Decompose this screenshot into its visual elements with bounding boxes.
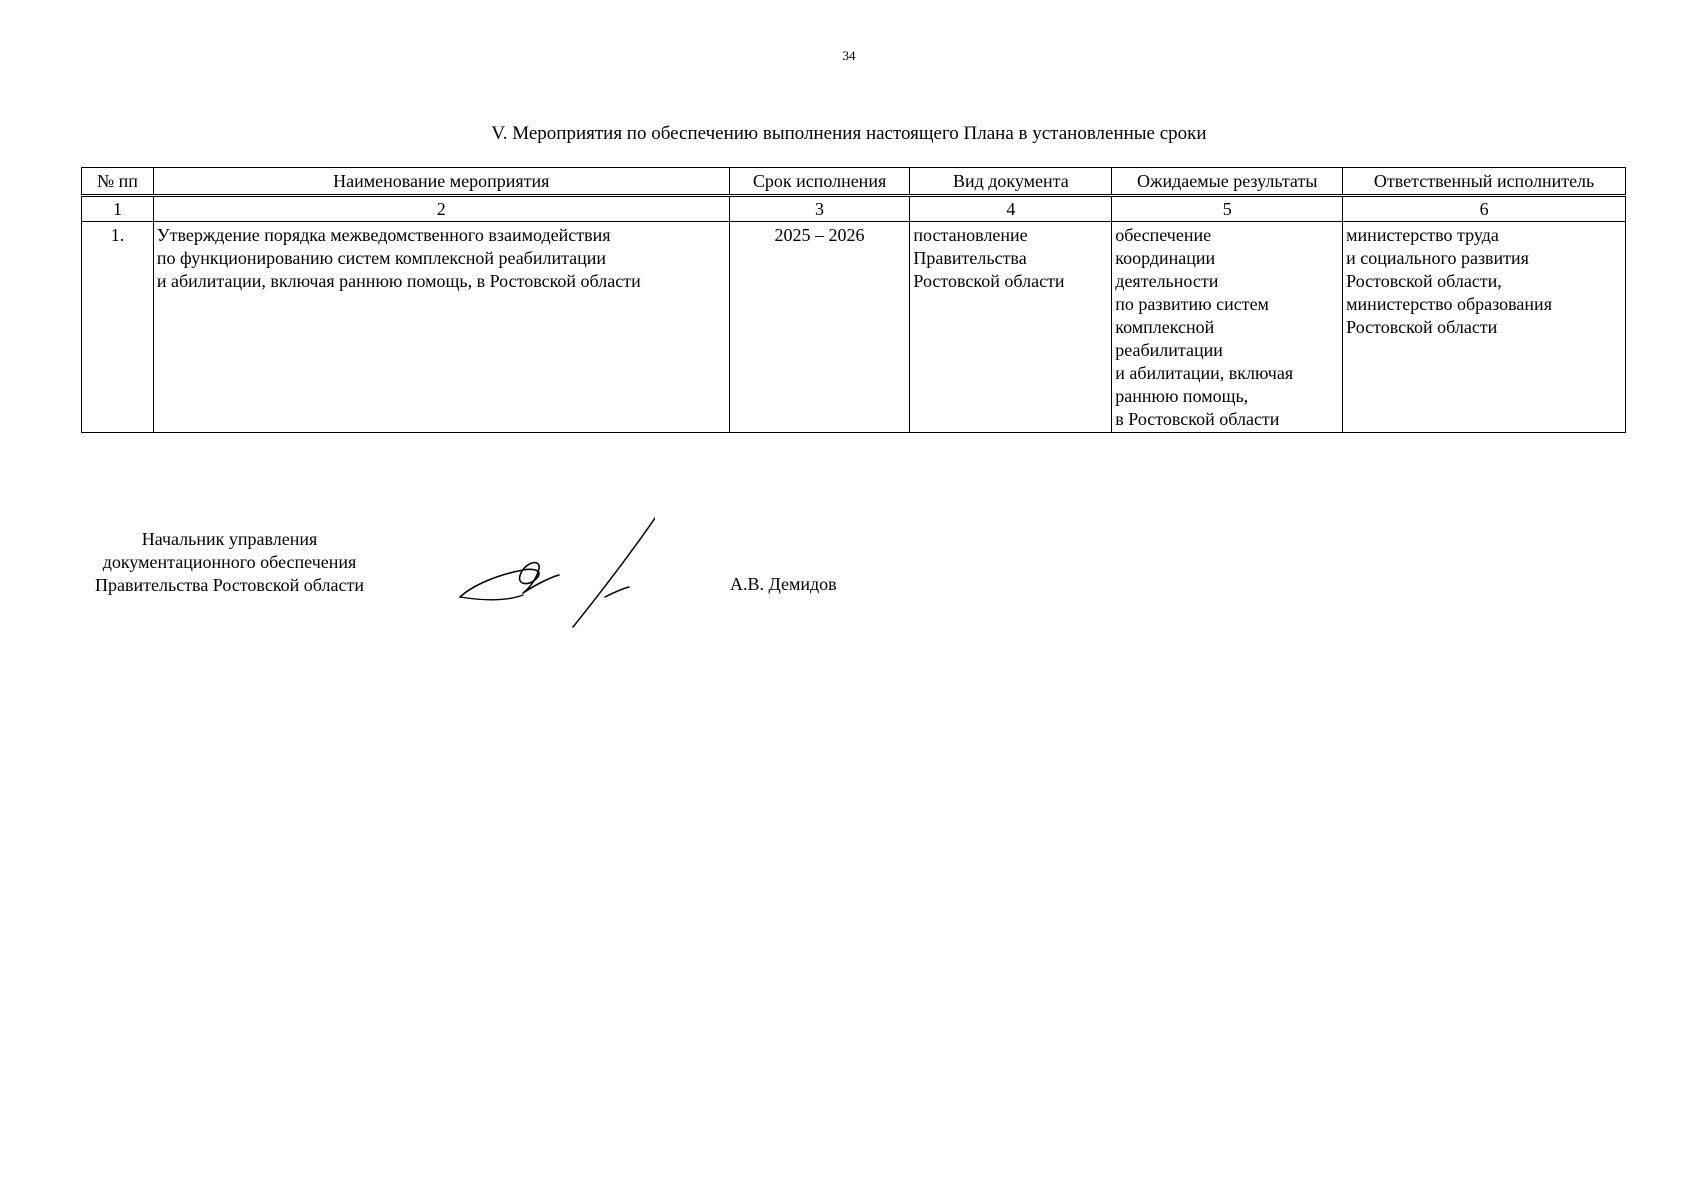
header-document-type: Вид документа bbox=[910, 168, 1112, 196]
result-line: по развитию систем bbox=[1115, 294, 1269, 314]
row-number: 1. bbox=[82, 222, 154, 433]
result-line: деятельности bbox=[1115, 271, 1219, 291]
result-line: обеспечение bbox=[1115, 225, 1212, 245]
signer-title-line: документационного обеспечения bbox=[102, 552, 357, 572]
responsible-line: Ростовской области bbox=[1346, 317, 1498, 337]
column-numbers-row bbox=[82, 196, 1626, 222]
signer-name: А.В. Демидов bbox=[730, 574, 837, 594]
document-type-line: постановление bbox=[913, 225, 1028, 245]
header-event-name: Наименование мероприятия bbox=[153, 168, 729, 196]
responsible-line: министерство труда bbox=[1346, 225, 1499, 245]
responsible-line: и социального развития bbox=[1346, 248, 1529, 268]
header-expected-results: Ожидаемые результаты bbox=[1112, 168, 1343, 196]
header-number: № пп bbox=[82, 168, 154, 196]
document-type-cell bbox=[910, 222, 1112, 433]
column-number-1: 1 bbox=[82, 196, 154, 222]
column-number-4: 4 bbox=[910, 196, 1112, 222]
events-table bbox=[81, 167, 1626, 433]
result-line: координации bbox=[1115, 248, 1216, 268]
header-responsible: Ответственный исполнитель bbox=[1343, 168, 1626, 196]
document-type-line: Правительства bbox=[913, 248, 1027, 268]
signer-title bbox=[72, 528, 387, 597]
result-line: и абилитации, включая bbox=[1115, 363, 1294, 383]
column-number-3: 3 bbox=[729, 196, 910, 222]
result-line: комплексной bbox=[1115, 317, 1215, 337]
expected-results-cell bbox=[1112, 222, 1343, 433]
responsible-line: Ростовской области, bbox=[1346, 271, 1502, 291]
responsible-line: министерство образования bbox=[1346, 294, 1552, 314]
responsible-cell bbox=[1343, 222, 1626, 433]
table-header-row bbox=[82, 168, 1626, 196]
column-number-5: 5 bbox=[1112, 196, 1343, 222]
event-name-line: по функционированию систем комплексной реабилитации bbox=[156, 248, 607, 268]
event-name-line: и абилитации, включая раннюю помощь, в Ростовской области bbox=[156, 271, 641, 291]
document-type-line: Ростовской области bbox=[913, 271, 1065, 291]
result-line: раннюю помощь, bbox=[1115, 386, 1249, 406]
deadline-cell: 2025 – 2026 bbox=[729, 222, 910, 433]
handwritten-signature bbox=[455, 515, 655, 630]
section-title: V. Мероприятия по обеспечению выполнения настоящего Плана в установленные сроки bbox=[491, 123, 1207, 144]
signer-title-line: Правительства Ростовской области bbox=[95, 575, 364, 595]
column-number-6: 6 bbox=[1343, 196, 1626, 222]
column-number-2: 2 bbox=[153, 196, 729, 222]
table-row bbox=[82, 222, 1626, 433]
signer-title-line: Начальник управления bbox=[141, 529, 318, 549]
header-deadline: Срок исполнения bbox=[729, 168, 910, 196]
event-name-cell bbox=[153, 222, 729, 433]
event-name-line: Утверждение порядка межведомственного взаимодействия bbox=[156, 225, 611, 245]
result-line: в Ростовской области bbox=[1115, 409, 1280, 429]
page-number: 34 bbox=[842, 48, 856, 63]
result-line: реабилитации bbox=[1115, 340, 1223, 360]
